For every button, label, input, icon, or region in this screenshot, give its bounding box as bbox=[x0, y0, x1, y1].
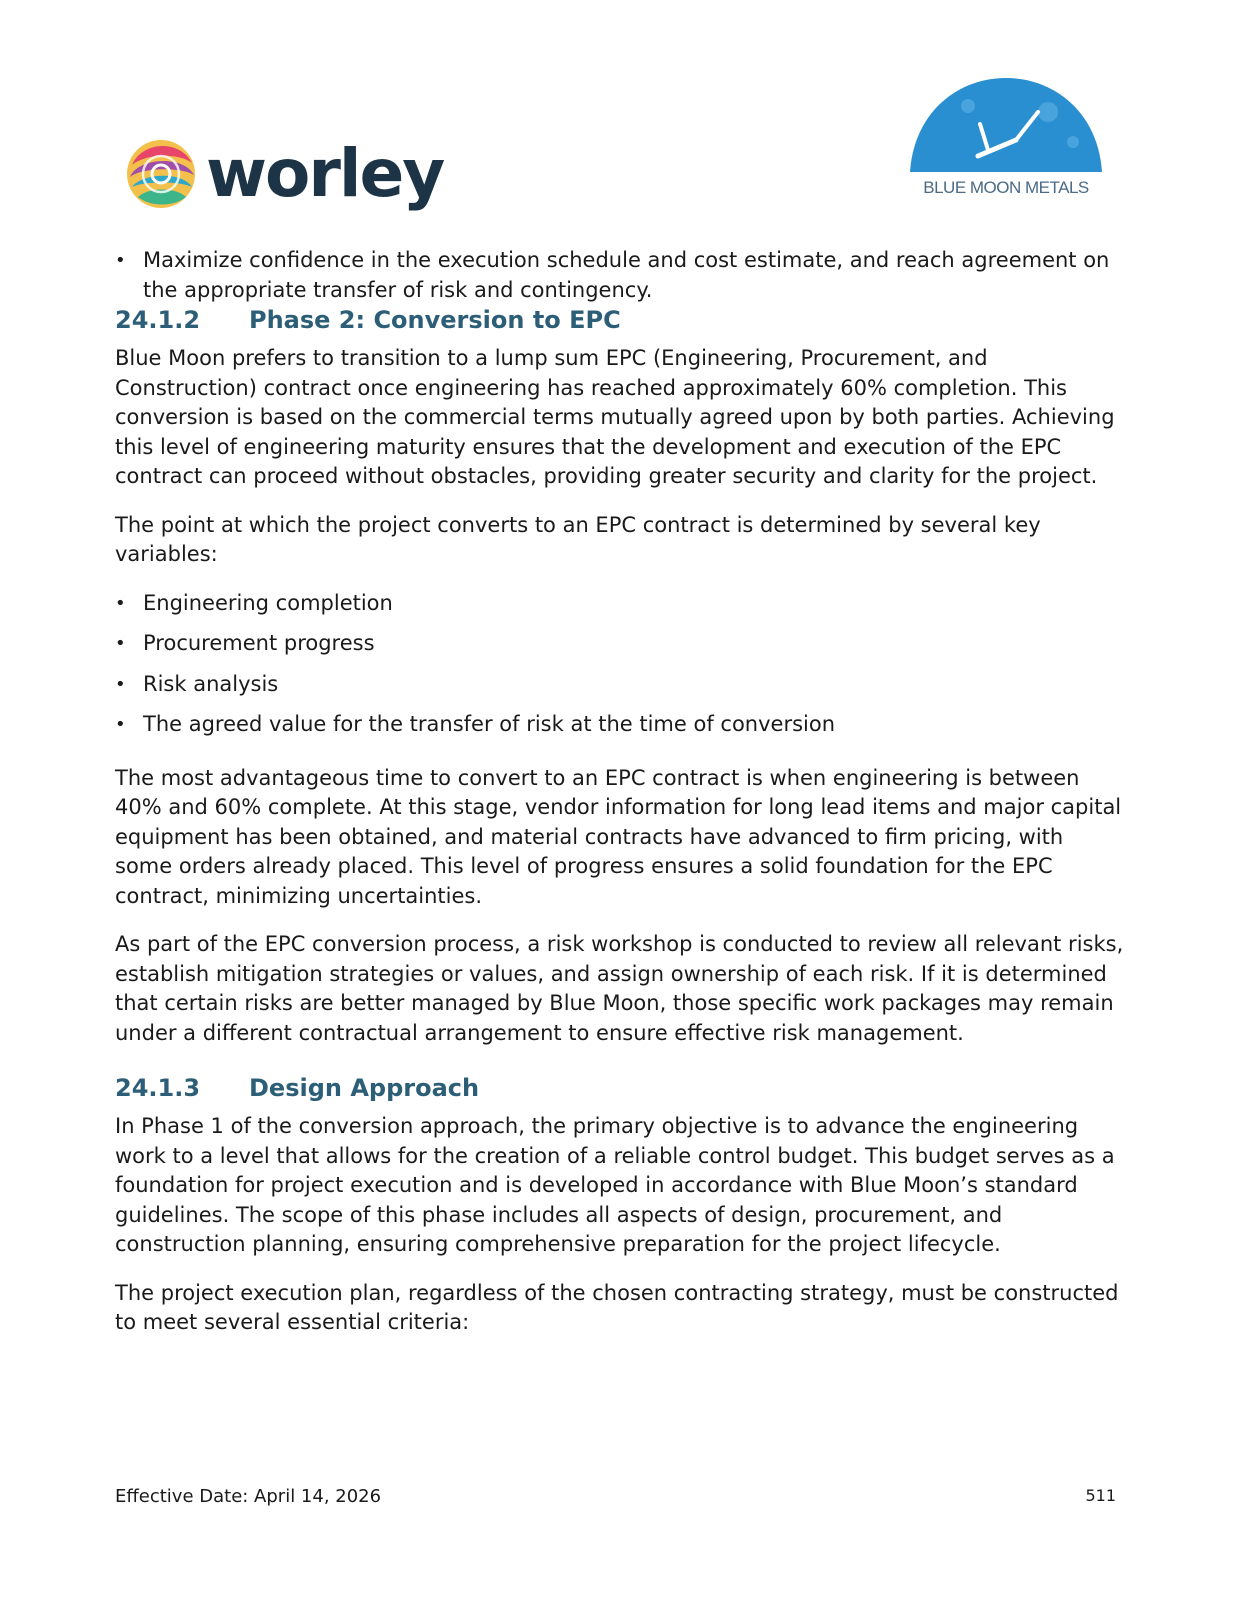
worley-swirl-icon bbox=[124, 137, 198, 211]
paragraph: The most advantageous time to convert to an EPC contract is when engineering is between 40% and 60% complete. At this stage, vendor information for long lead items and major capital equipment has been obtained, and material contracts have advanced to firm pricing, with some orders already placed. This level of progress ensures a solid foundation for the EPC contract, minimizing uncertainties. bbox=[115, 765, 1122, 908]
worley-logo bbox=[124, 134, 443, 214]
list-item: • Procurement progress bbox=[115, 629, 1125, 659]
section-title: Design Approach bbox=[249, 1074, 480, 1102]
section-number: 24.1.2 bbox=[115, 306, 201, 334]
section-title: Phase 2: Conversion to EPC bbox=[249, 306, 621, 334]
paragraph: Blue Moon prefers to transition to a lump sum EPC (Engineering, Procurement, and Construction) contract once engineering has reached approximately 60% completion. This conversion is based on the commercial terms mutually agreed upon by both parties. Achieving this level of engineering maturity ensures that the development and execution of the EPC contract can proceed without obstacles, providing greater security and clarity for the project. bbox=[115, 346, 1115, 488]
blue-moon-metals-wordmark: BLUE MOON METALS bbox=[923, 178, 1089, 197]
list-item: • The agreed value for the transfer of risk at the time of conversion bbox=[115, 710, 1125, 740]
worley-wordmark: worley bbox=[206, 135, 444, 212]
paragraph: As part of the EPC conversion process, a risk workshop is conducted to review all relevant risks, establish mitigation strategies or values, and assign ownership of each risk. If it is determined that certain risks are better managed by Blue Moon, those specific work packages may remain under a different contractual arrangement to ensure effective risk management. bbox=[115, 932, 1124, 1045]
paragraph: The point at which the project converts to an EPC contract is determined by several key variables: bbox=[115, 512, 1041, 566]
key-variables-list bbox=[115, 589, 1125, 740]
effective-date: Effective Date: April 14, 2026 bbox=[115, 1486, 382, 1507]
document-body bbox=[115, 246, 1125, 1357]
list-item: • Engineering completion bbox=[115, 589, 1125, 619]
list-item: • Maximize confidence in the execution schedule and cost estimate, and reach agreement on the appropriate transfer of risk and contingency. bbox=[115, 246, 1125, 305]
intro-bullet-list bbox=[115, 246, 1125, 305]
section-number: 24.1.3 bbox=[115, 1074, 201, 1102]
list-item: • Risk analysis bbox=[115, 670, 1125, 700]
paragraph: In Phase 1 of the conversion approach, the primary objective is to advance the engineering work to a level that allows for the creation of a reliable control budget. This budget serves as a foundation for project execution and is developed in accordance with Blue Moon’s standard guidelines. The scope of this phase includes all aspects of design, procurement, and construction planning, ensuring comprehensive preparation for the project lifecycle. bbox=[115, 1114, 1115, 1256]
paragraph: The project execution plan, regardless of the chosen contracting strategy, must be constructed to meet several essential criteria: bbox=[115, 1280, 1119, 1334]
page-number: 511 bbox=[1085, 1486, 1116, 1505]
section-heading-24-1-3 bbox=[115, 1073, 1125, 1103]
section-heading-24-1-2 bbox=[115, 305, 1125, 335]
